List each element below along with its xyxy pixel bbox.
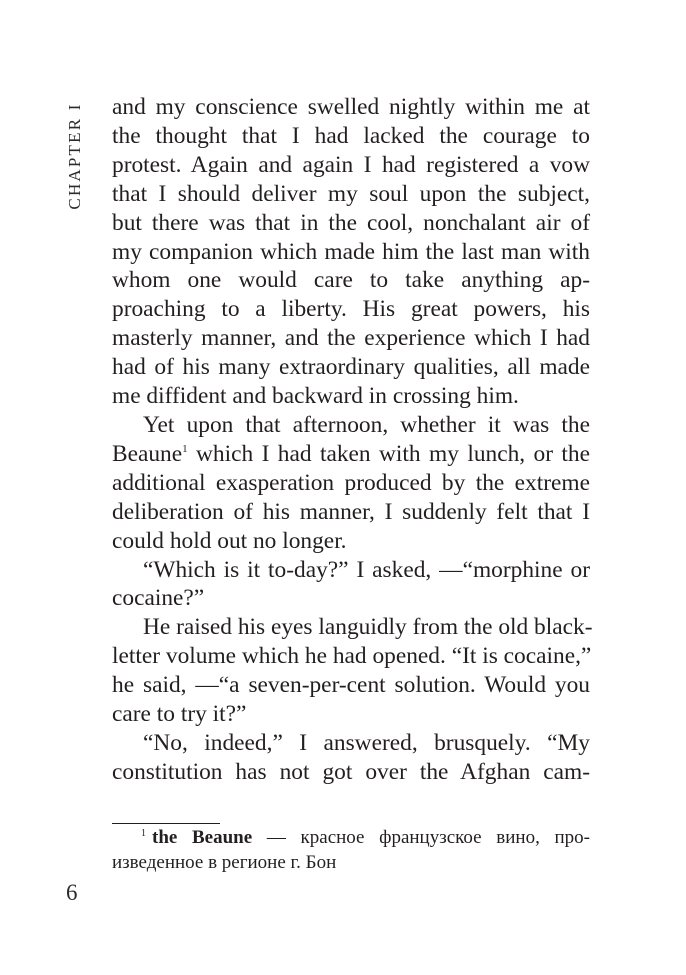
text-line: my companion which made him the last man with	[112, 238, 590, 265]
footnote-definition: — красное французское вино, про-	[252, 827, 591, 848]
body-text	[112, 93, 593, 787]
text-line-with-footnote	[112, 440, 590, 469]
paragraph-3	[112, 556, 590, 614]
paragraph-5	[112, 729, 590, 787]
footnote-marker: 1	[141, 828, 146, 839]
text-line: whom one would care to take anything ap-	[112, 267, 590, 294]
footnote-divider	[112, 823, 220, 824]
text-line: had of his many extraordinary qualities, all made	[112, 354, 590, 381]
text-line: me diffident and backward in crossing him.	[112, 383, 519, 410]
text-line: cocaine?”	[112, 585, 205, 612]
text-line: additional exasperation produced by the extreme	[112, 469, 590, 496]
paragraph-2	[112, 411, 590, 556]
text-line: but there was that in the cool, nonchalant air of	[112, 209, 590, 236]
text-line: “Which is it to-day?” I asked, —“morphine or	[143, 556, 590, 583]
page-number: 6	[66, 880, 78, 905]
running-head-chapter	[66, 97, 84, 215]
chapter-label: CHAPTER I	[65, 102, 84, 210]
text-line: could hold out no longer.	[112, 527, 347, 554]
text-line: he said, —“a seven-per-cent solution. Would you	[112, 672, 590, 699]
text-fragment: which I had taken with my lunch, or the	[187, 440, 590, 467]
text-line: deliberation of his manner, I suddenly felt that I	[112, 498, 590, 525]
text-line: the thought that I had lacked the courage to	[112, 122, 590, 149]
text-line: constitution has not got over the Afghan cam-	[112, 758, 590, 785]
text-line: masterly manner, and the experience which I had	[112, 325, 590, 352]
footnote-term: the Beaune	[152, 827, 253, 848]
text-line: and my conscience swelled nightly within me at	[112, 94, 590, 120]
footnote-line	[112, 826, 590, 851]
text-line: He raised his eyes languidly from the old black-	[143, 614, 593, 641]
text-line: care to try it?”	[112, 701, 247, 728]
text-line: proaching to a liberty. His great powers, his	[112, 296, 590, 323]
text-line: protest. Again and again I had registered a vow	[112, 151, 590, 178]
text-line: letter volume which he had opened. “It is cocaine,”	[112, 643, 592, 670]
footnote	[112, 826, 590, 875]
text-line: Yet upon that afternoon, whether it was the	[143, 411, 590, 438]
footnote-line: изведенное в регионе г. Бон	[112, 851, 337, 873]
footnote-reference[interactable]: 1	[182, 442, 188, 455]
paragraph-4	[112, 613, 593, 729]
paragraph-1	[112, 93, 590, 411]
footnote-anchor-word: Beaune	[112, 440, 183, 467]
text-line: that I should deliver my soul upon the subject,	[112, 180, 590, 207]
text-line: “No, indeed,” I answered, brusquely. “My	[143, 729, 590, 756]
